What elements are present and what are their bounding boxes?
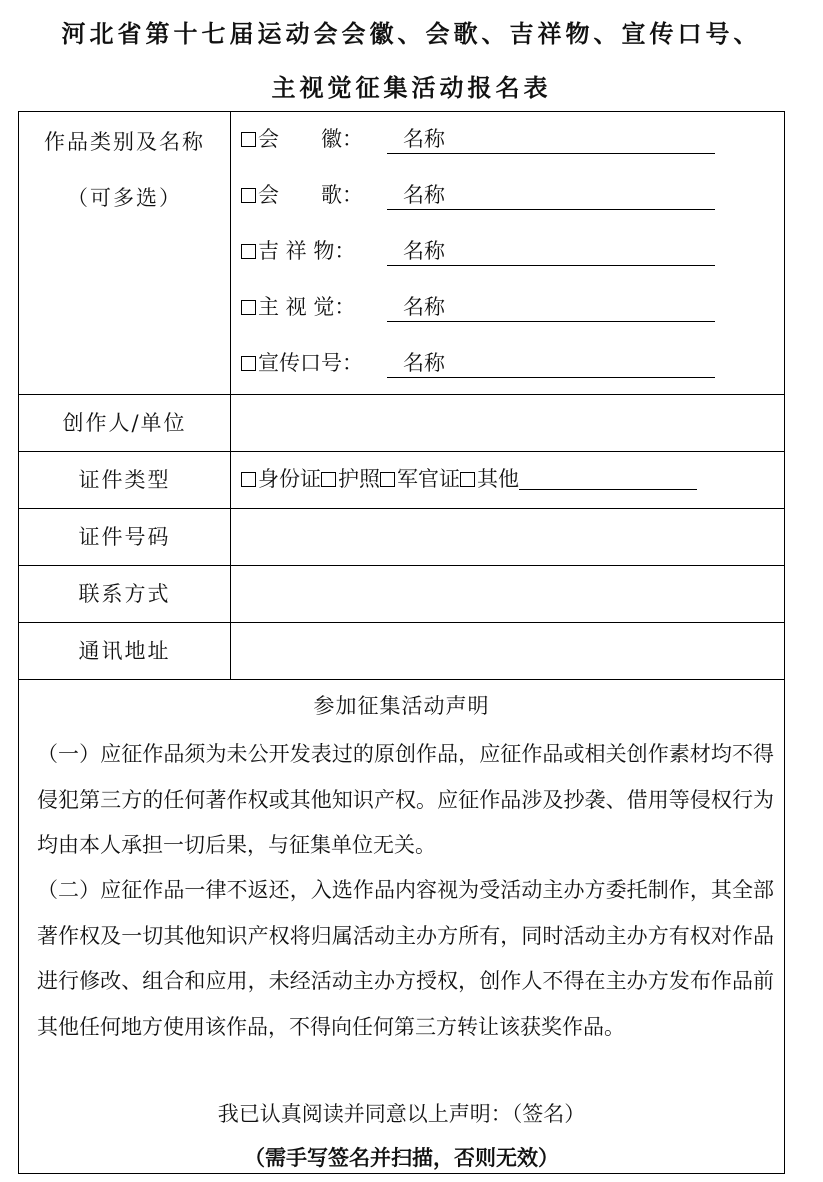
checkbox-icon[interactable] <box>241 244 256 259</box>
row-divider <box>19 394 784 395</box>
id-type-other: 其他 <box>477 467 519 491</box>
address-label: 通讯地址 <box>78 639 171 663</box>
id-type-officer-card: 军官证 <box>397 467 460 491</box>
declaration-paragraph-1: （一）应征作品须为未公开发表过的原创作品，应征作品或相关创作素材均不得侵犯第三方的任何著作权或其他知识产权。应征作品涉及抄袭、借用等侵权行为均由本人承担一切后果，与征集单位无关。 <box>37 742 774 857</box>
row-divider <box>19 451 784 452</box>
column-divider <box>230 112 231 679</box>
row-divider <box>19 679 784 680</box>
form-title-line2: 主视觉征集活动报名表 <box>271 74 552 102</box>
category-option-key-visual[interactable]: 主 视 觉： <box>241 292 368 322</box>
id-number-label: 证件号码 <box>78 525 171 549</box>
id-type-id-card: 身份证 <box>258 467 321 491</box>
declaration-title: 参加征集活动声明 <box>313 694 490 718</box>
checkbox-icon[interactable] <box>241 472 256 487</box>
signature-note: （需手写签名并扫描，否则无效） <box>244 1145 559 1170</box>
checkbox-icon[interactable] <box>241 356 256 371</box>
other-id-type-field[interactable] <box>519 467 697 490</box>
song-name-field[interactable]: 名称 <box>387 180 715 210</box>
agreement-statement: 我已认真阅读并同意以上声明：（签名） <box>217 1102 586 1126</box>
contact-field[interactable] <box>241 578 761 608</box>
emblem-name-field[interactable]: 名称 <box>387 124 715 154</box>
id-type-options <box>241 464 697 494</box>
row-divider <box>19 508 784 509</box>
checkbox-icon[interactable] <box>241 188 256 203</box>
category-option-emblem[interactable]: 会 徽： <box>241 124 368 154</box>
mascot-name-field[interactable]: 名称 <box>387 236 715 266</box>
category-note: （可多选） <box>67 186 182 210</box>
contact-label: 联系方式 <box>78 582 171 606</box>
row-divider <box>19 622 784 623</box>
checkbox-icon[interactable] <box>380 472 395 487</box>
id-type-passport: 护照 <box>338 467 380 491</box>
declaration-paragraph-2: （二）应征作品一律不返还，入选作品内容视为受活动主办方委托制作，其全部著作权及一切其他知识产权将归属活动主办方所有，同时活动主办方有权对作品进行修改、组合和应用，未经活动主办方授权，创作人不得在主办方发布作品前其他任何地方使用该作品，不得向任何第三方转让该获奖作品。 <box>37 878 774 1039</box>
checkbox-icon[interactable] <box>241 300 256 315</box>
address-field[interactable] <box>241 635 761 665</box>
key-visual-name-field[interactable]: 名称 <box>387 292 715 322</box>
form-title-line1: 河北省第十七届运动会会徽、会歌、吉祥物、宣传口号、 <box>61 20 762 48</box>
registration-form <box>18 111 785 1174</box>
category-option-mascot[interactable]: 吉 祥 物： <box>241 236 368 266</box>
category-option-song[interactable]: 会 歌： <box>241 180 368 210</box>
category-option-slogan[interactable]: 宣传口号： <box>241 348 368 378</box>
category-label: 作品类别及名称 <box>44 130 205 154</box>
checkbox-icon[interactable] <box>460 472 475 487</box>
id-type-label: 证件类型 <box>78 468 171 492</box>
checkbox-icon[interactable] <box>241 132 256 147</box>
slogan-name-field[interactable]: 名称 <box>387 348 715 378</box>
checkbox-icon[interactable] <box>321 472 336 487</box>
creator-label: 创作人/单位 <box>62 411 187 435</box>
row-divider <box>19 565 784 566</box>
creator-field[interactable] <box>241 407 761 437</box>
id-number-field[interactable] <box>241 521 761 551</box>
